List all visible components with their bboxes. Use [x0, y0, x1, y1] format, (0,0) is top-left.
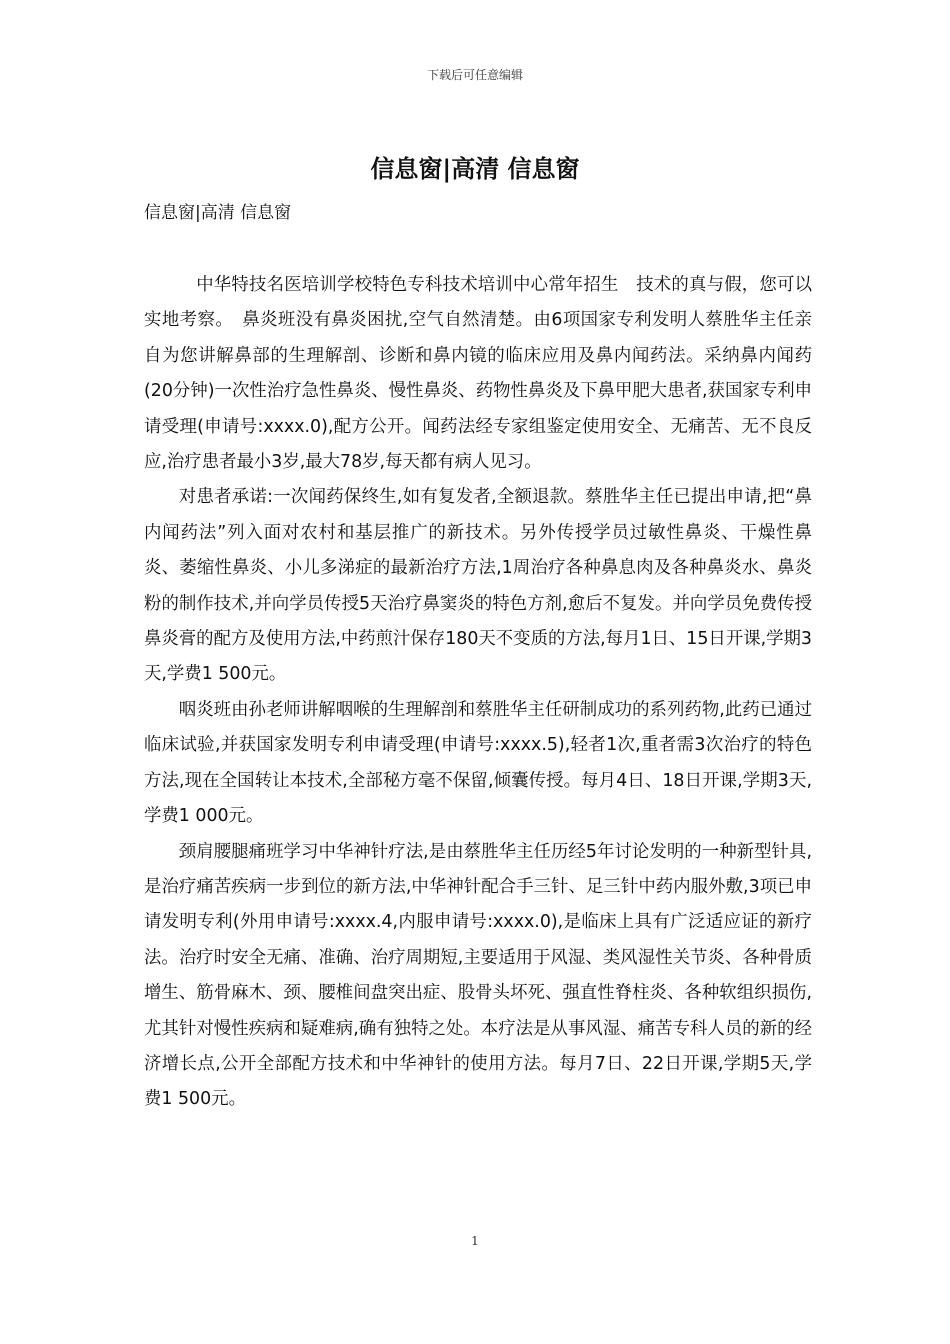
paragraph-rhinitis-promise: 对患者承诺:一次闻药保终生,如有复发者,全额退款。蔡胜华主任已提出申请,把“鼻内闻药法”列入面对农村和基层推广的新技术。另外传授学员过敏性鼻炎、干燥性鼻炎、萎缩性鼻炎、小儿多涕症的最新治疗方法,1周治疗各种鼻息肉及各种鼻炎水、鼻炎粉的制作技术,并向学员传授5天治疗鼻窦炎的特色方剂,愈后不复发。并向学员免费传授鼻炎膏的配方及使用方法,中药煎汁保存180天不变质的方法,每月1日、15日开课,学期3天,学费1 500元。 [144, 487, 812, 685]
document-title: 信息窗|高清 信息窗 [370, 155, 580, 183]
document-body [144, 268, 812, 1118]
document-subtitle: 信息窗|高清 信息窗 [144, 203, 292, 223]
page-number: 1 [471, 1234, 479, 1248]
paragraph-neck-back-pain: 颈肩腰腿痛班学习中华神针疗法,是由蔡胜华主任历经5年讨论发明的一种新型针具,是治疗痛苦疾病一步到位的新方法,中华神针配合手三针、足三针中药内服外敷,3项已申请发明专利(外用申请号:xxxx.4,内服申请号:xxxx.0),是临床上具有广泛适应证的新疗法。治疗时安全无痛、准确、治疗周期短,主要适用于风湿、类风湿性关节炎、各种骨质增生、筋骨麻木、颈、腰椎间盘突出症、股骨头坏死、强直性脊柱炎、各种软组织损伤,尤其针对慢性疾病和疑难病,确有独特之处。本疗法是从事风湿、痛苦专科人员的新的经济增长点,公开全部配方技术和中华神针的使用方法。每月7日、22日开课,学期5天,学费1 500元。 [144, 841, 812, 1110]
header-note: 下载后可任意编辑 [426, 68, 523, 82]
paragraph-rhinitis-intro: 中华特技名医培训学校特色专科技术培训中心常年招生 技术的真与假，您可以实地考察。 鼻炎班没有鼻炎困扰,空气自然清楚。由6项国家专利发明人蔡胜华主任亲自为您讲解鼻部的生理解剖、诊断和鼻内镜的临床应用及鼻内闻药法。采纳鼻内闻药(20分钟)一次性治疗急性鼻炎、慢性鼻炎、药物性鼻炎及下鼻甲肥大患者,获国家专利申请受理(申请号:xxxx.0),配方公开。闻药法经专家组鉴定使用安全、无痛苦、无不良反应,治疗患者最小3岁,最大78岁,每天都有病人见习。 [144, 275, 812, 473]
paragraph-pharyngitis: 咽炎班由孙老师讲解咽喉的生理解剖和蔡胜华主任研制成功的系列药物,此药已通过临床试验,并获国家发明专利申请受理(申请号:xxxx.5),轻者1次,重者需3次治疗的特色方法,现在全国转让本技术,全部秘方毫不保留,倾囊传授。每月4日、18日开课,学期3天,学费1 000元。 [144, 699, 812, 827]
